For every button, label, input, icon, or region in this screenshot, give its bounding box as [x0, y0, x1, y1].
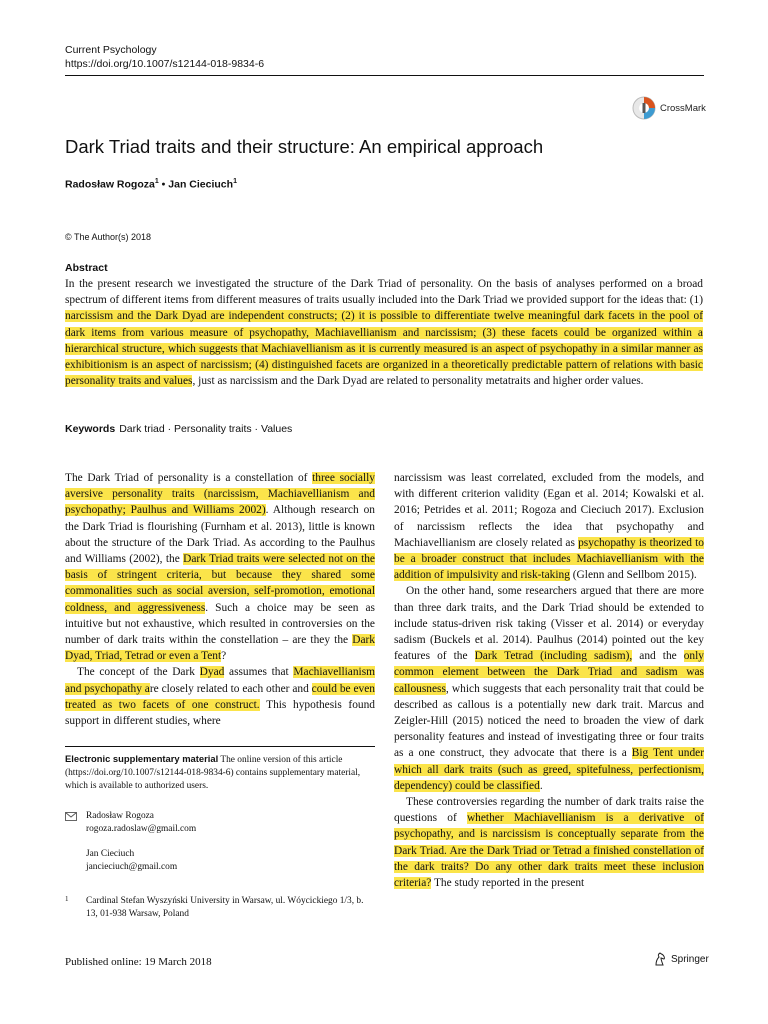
- abstract-heading: Abstract: [65, 262, 108, 274]
- publisher-name: Springer: [671, 953, 709, 965]
- text-segment: and the: [632, 650, 684, 663]
- supplementary-note: [65, 752, 375, 793]
- correspondence-author: [86, 848, 196, 874]
- text-segment: narcissism was least correlated, excluded from the models, and with different criterion validity (Egan et al. 2014; Kowalski et al. 2016; Petrides et al. 2011; Rogoza and Cieciuch 2017). Exclusion of narcissism reflects the idea that psychopathy and Machiavellianism are closely related as: [394, 472, 704, 549]
- body-paragraph: [394, 583, 704, 794]
- author-name[interactable]: Radosław Rogoza: [65, 178, 155, 191]
- body-paragraph: [394, 794, 704, 891]
- crossmark-label: CrossMark: [660, 102, 706, 114]
- body-left-column: [65, 470, 375, 729]
- affiliation-text: Cardinal Stefan Wyszyński University in Warsaw, ul. Wóycickiego 1/3, b. 13, 01-938 Warsaw, Poland: [86, 896, 364, 919]
- affiliation-number: 1: [65, 895, 69, 903]
- journal-name: Current Psychology: [65, 44, 157, 56]
- highlighted-text: three socially aversive personality traits (narcissism, Machiavellianism and psychopathy; Paulhus and Williams 2002): [65, 472, 375, 517]
- footnote-divider: [65, 746, 375, 747]
- highlighted-text: Dark Triad traits were selected not on the basis of stringent criteria, but because they shared some commonalities such as social aversion, self-promotion, emotional coldness, and aggressiveness: [65, 553, 375, 614]
- text-segment: On the other hand, some researchers argued that there are more than three dark traits, and the Dark Triad should be extended to include status-driven risk taking (Visser et al. 2014) or everyday sadism (Buckels et al. 2014). Paulhus (2014) pointed out the key features of the: [394, 585, 704, 663]
- text-segment: . Such a choice may be seen as intuitive but not exhaustive, which resulted in controversies on the number of dark traits within the constellation – are they the: [65, 601, 375, 647]
- correspondence-block: [65, 810, 196, 886]
- author-separator: •: [158, 178, 169, 191]
- text-segment: .: [539, 779, 543, 792]
- abstract-segment: In the present research we investigated the structure of the Dark Triad of personality. On the basis of analyses performed on a broad spectrum of different items from different measures of traits usually included into the Dark Triad we provided support for the ideas that: (1): [65, 278, 703, 307]
- supplementary-label: Electronic supplementary material: [65, 753, 219, 764]
- body-paragraph: [65, 470, 375, 664]
- author-name[interactable]: Jan Cieciuch: [168, 178, 234, 191]
- crossmark-icon: [632, 96, 656, 120]
- author-affil-mark: 1: [233, 178, 237, 185]
- correspondent-name: Jan Cieciuch: [86, 849, 135, 859]
- doi-link[interactable]: https://doi.org/10.1007/s12144-018-9834-6: [65, 58, 265, 70]
- text-segment: These controversies regarding the number of dark traits raise the questions of: [394, 796, 704, 825]
- text-segment: (Glenn and Sellbom 2015).: [569, 569, 697, 582]
- highlighted-text: only common element between the Dark Triad and sadism was callousness: [394, 650, 704, 695]
- correspondent-name: Radosław Rogoza: [86, 811, 154, 821]
- highlighted-text: could be even treated as two facets of one construct.: [65, 682, 375, 711]
- envelope-icon: [65, 812, 77, 821]
- author-affil-mark: 1: [154, 178, 159, 185]
- copyright-text: The Author(s) 2018: [73, 232, 152, 242]
- author-list: [65, 178, 237, 191]
- text-segment: re closely related to each other and: [149, 682, 312, 695]
- abstract-segment: , just as narcissism and the Dark Dyad are related to personality metatraits and higher order values.: [192, 375, 644, 388]
- highlighted-text: Machiavellianism and psychopathy a: [65, 666, 376, 695]
- text-segment: This hypothesis found support in different studies, where: [65, 698, 375, 728]
- text-segment: The concept of the Dark: [77, 666, 200, 679]
- keywords-label: Keywords: [65, 423, 116, 435]
- article-title: Dark Triad traits and their structure: An empirical approach: [65, 136, 544, 157]
- correspondence-author: [86, 810, 196, 836]
- journal-header: [65, 43, 264, 71]
- correspondent-email[interactable]: rogoza.radoslaw@gmail.com: [86, 824, 197, 834]
- header-rule: [65, 75, 704, 76]
- copyright-icon: ©: [65, 232, 74, 242]
- highlighted-abstract-segment: narcissism and the Dark Dyad are independent constructs; (2) it is possible to differentiate twelve meaningful dark facets in the pool of dark items from various measure of psychopathy, Machiavellianism and narcissism; (3) these facets could be organized within a hierarchical structure, which suggests that Machiavellianism as it is currently measured is an aspect of psychopathy in a similar manner as exhibitionism is an aspect of narcissism; (4) distinguished facets are organized in a theoretically predictable pattern of relations with basic personality traits and values: [65, 310, 703, 388]
- published-date: Published online: 19 March 2018: [65, 956, 212, 968]
- text-segment: assumes that: [224, 666, 294, 679]
- highlighted-text: whether Machiavellianism is a derivative of psychopathy, and is narcissism is conceptually separate from the Dark Triad. Are the Dark Triad or Tetrad a finished constellation of the dark traits? Do any other dark traits meet these inclusion criteria?: [394, 812, 704, 890]
- highlighted-text: Big Tent under which all dark traits (such as greed, spitefulness, perfectionism, dependency) could be classified: [394, 747, 704, 792]
- affiliation-note: [65, 895, 375, 921]
- correspondent-email[interactable]: jancieciuch@gmail.com: [86, 862, 178, 872]
- text-segment: The study reported in the present: [431, 877, 585, 890]
- text-segment: . Although research on the Dark Triad is flourishing (Furnham et al. 2013), little is known about the structure of the Dark Triad. As according to the Paulhus and Williams (2002), the: [65, 504, 375, 566]
- text-segment: ?: [221, 650, 227, 663]
- copyright-notice: [65, 232, 151, 242]
- publisher-logo: [653, 952, 709, 966]
- text-segment: , which suggests that each personality trait that could be described as callous is a potentially new dark trait. Marcus and Zeigler-Hill (2015) noticed the need to broaden the view of dark personality features and instead of investigating three or four traits as a one construct, they advocate that there is a: [394, 682, 704, 760]
- highlighted-text: psychopathy is theorized to be a broader construct that includes Machiavellianism with the addition of impulsivity and risk-taking: [394, 536, 705, 582]
- body-right-column: [394, 470, 704, 891]
- springer-horse-icon: [653, 952, 667, 966]
- highlighted-text: Dark Tetrad (including sadism),: [474, 650, 633, 663]
- keywords-text: Dark triad · Personality traits · Values: [119, 423, 293, 435]
- highlighted-text: Dyad: [199, 666, 225, 679]
- supplementary-text: The online version of this article (https://doi.org/10.1007/s12144-018-9834-6) contains supplementary material, which is available to authorized users.: [65, 755, 361, 791]
- body-paragraph: [394, 470, 704, 583]
- keywords-line: [65, 423, 292, 435]
- highlighted-text: Dark Dyad, Triad, Tetrad or even a Tent: [65, 634, 375, 663]
- abstract-text: [65, 276, 703, 389]
- crossmark-badge[interactable]: [632, 96, 706, 120]
- text-segment: The Dark Triad of personality is a constellation of: [65, 472, 313, 484]
- body-paragraph: [65, 664, 375, 729]
